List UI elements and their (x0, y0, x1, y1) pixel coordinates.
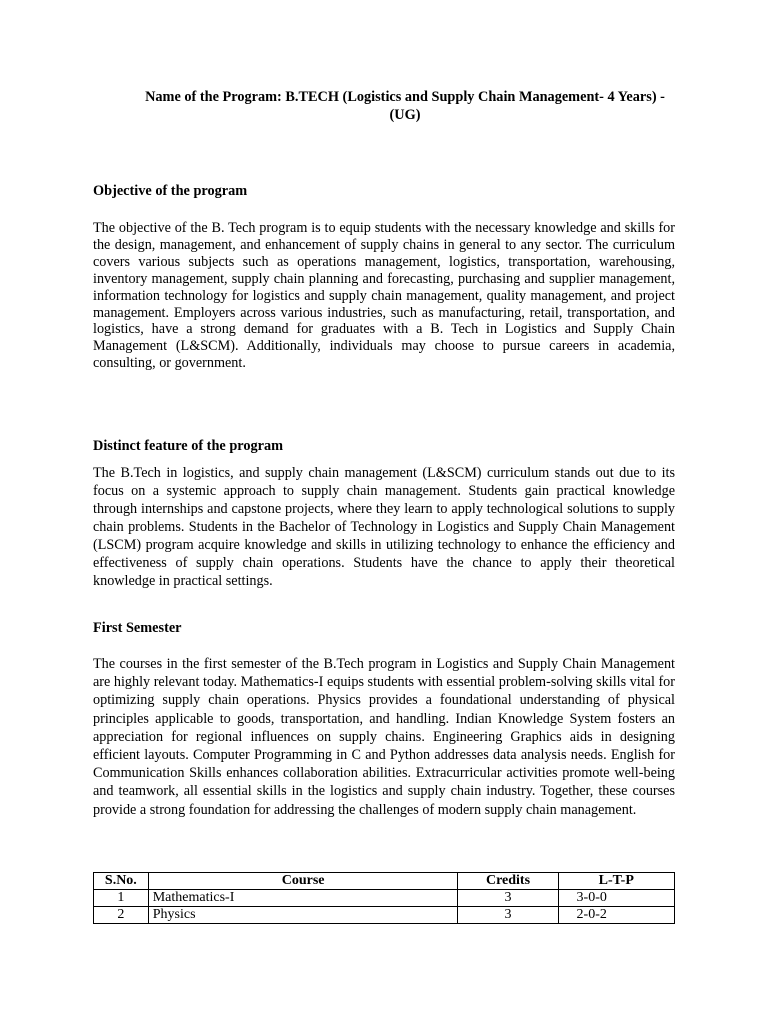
row-sno: 1 (94, 890, 149, 907)
row-credits: 3 (458, 907, 558, 924)
table-row (94, 907, 675, 924)
header-ltp: L-T-P (558, 873, 674, 890)
first-semester-heading: First Semester (93, 620, 182, 636)
distinct-feature-paragraph: The B.Tech in logistics, and supply chain management (L&SCM) curriculum stands out due to its focus on a systemic approach to supply chain management. Students gain practical knowledge through internships and capstone projects, where they learn to apply technological solutions to supply chain problems. Students in the Bachelor of Technology in Logistics and Supply Chain Management (LSCM) program acquire knowledge and skills in utilizing technology to enhance the efficiency and effectiveness of supply chain operations. Students have the chance to apply their theoretical knowledge in practical settings. (93, 465, 675, 589)
distinct-feature-heading: Distinct feature of the program (93, 438, 284, 454)
row-course: Mathematics-I (148, 890, 458, 907)
first-semester-paragraph: The courses in the first semester of the B.Tech program in Logistics and Supply Chain Management are highly relevant today. Mathematics-I equips students with essential problem-solving skills vital for optimizing supply chain operations. Physics provides a foundational understanding of physical principles applicable to goods, transportation, and handling. Indian Knowledge System fosters an appreciation for regional influences on supply chains. Engineering Graphics aids in designing efficient layouts. Computer Programming in C and Python addresses data analysis needs. English for Communication Skills enhances collaboration abilities. Extracurricular activities promote well-being and teamwork, all essential skills in the logistics and supply chain industry. Together, these courses provide a strong foundation for addressing the challenges of modern supply chain management. (93, 656, 675, 818)
header-course: Course (148, 873, 458, 890)
row-sno: 2 (94, 907, 149, 924)
table-row (94, 890, 675, 907)
objective-heading: Objective of the program (93, 183, 248, 199)
table-header-row (94, 873, 675, 890)
header-sno: S.No. (94, 873, 149, 890)
row-course: Physics (148, 907, 458, 924)
program-title: Name of the Program: B.TECH (Logistics and Supply Chain Management- 4 Years) - (UG) (145, 89, 665, 123)
row-ltp: 2-0-2 (558, 907, 674, 924)
course-table (93, 872, 675, 924)
row-credits: 3 (458, 890, 558, 907)
row-ltp: 3-0-0 (558, 890, 674, 907)
objective-paragraph: The objective of the B. Tech program is to equip students with the necessary knowledge and skills for the design, management, and enhancement of supply chains in general to any sector. The curriculum covers various subjects such as operations management, logistics, transportation, warehousing, inventory management, supply chain planning and forecasting, purchasing and supplier management, information technology for logistics and supply chain management, quality management, and project management. Employers across various industries, such as manufacturing, retail, transportation, and logistics, have a strong demand for graduates with a B. Tech in Logistics and Supply Chain Management (L&SCM). Additionally, individuals may choose to pursue careers in academia, consulting, or government. (93, 220, 675, 372)
header-credits: Credits (458, 873, 558, 890)
